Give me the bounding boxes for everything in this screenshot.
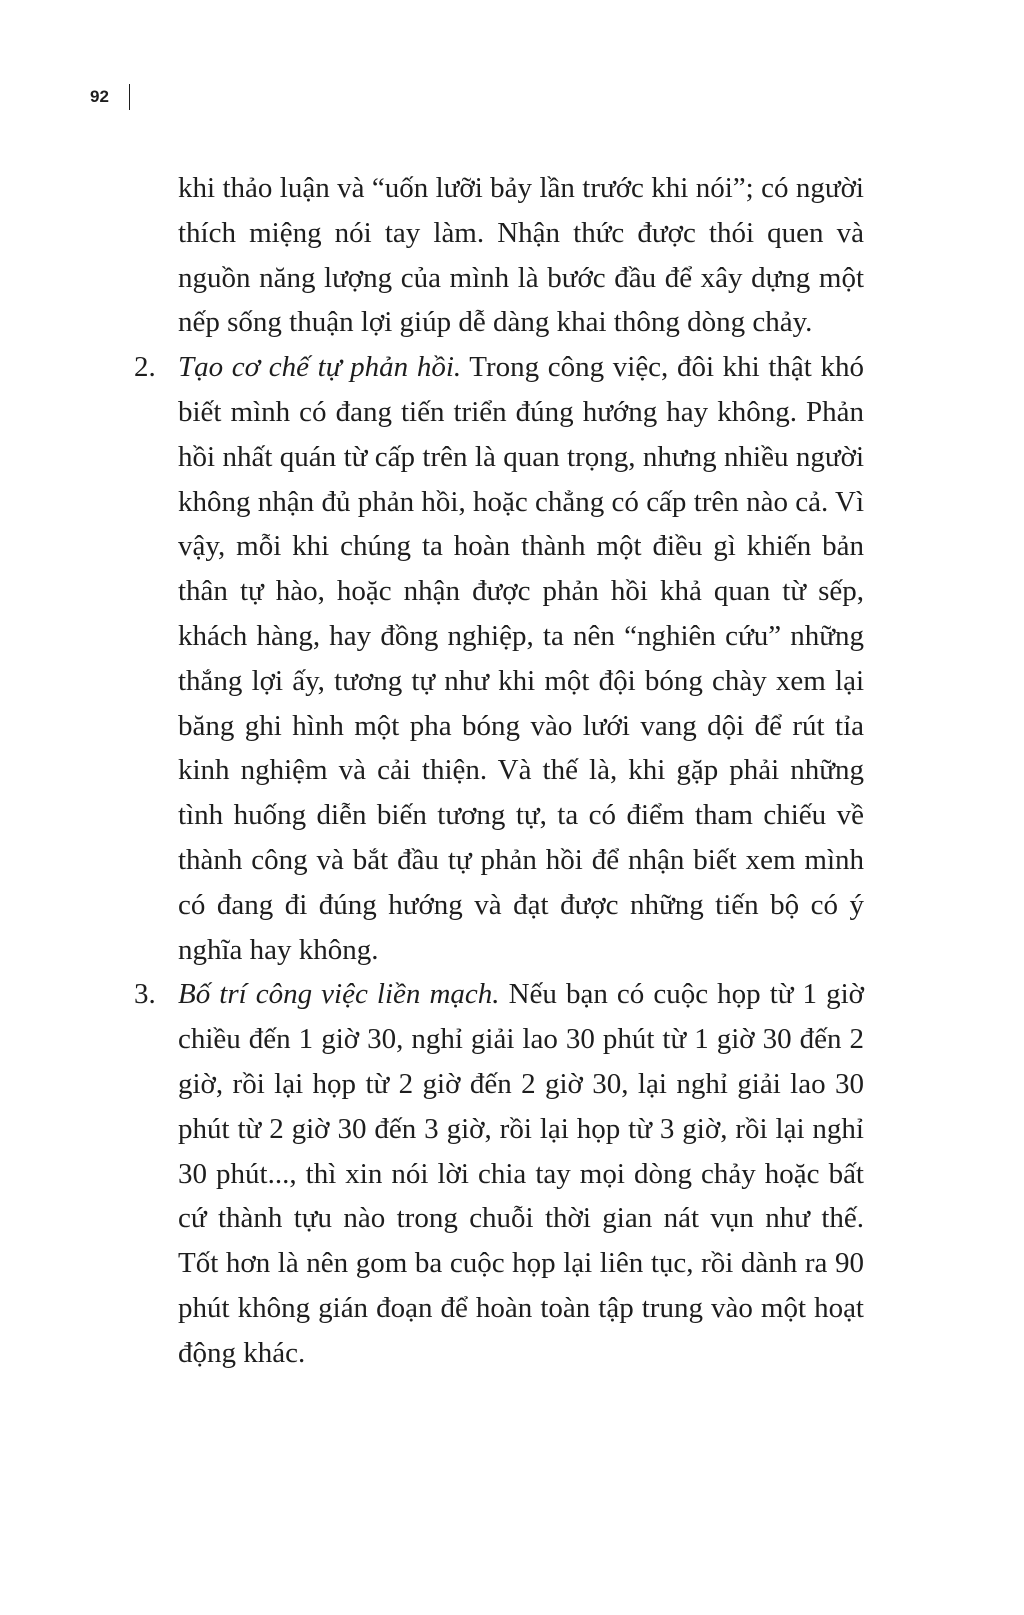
page-header xyxy=(90,84,130,110)
list-item-number: 2. xyxy=(134,351,156,384)
page-body xyxy=(134,166,864,1376)
list-item xyxy=(134,972,864,1375)
intro-paragraph: khi thảo luận và “uốn lưỡi bảy lần trước khi nói”; có người thích miệng nói tay làm. Nhận thức được thói quen và nguồn năng lượng của mình là bước đầu để xây dựng một nếp sống thuận lợi giúp dễ dàng khai thông dòng chảy. xyxy=(178,172,864,339)
header-divider xyxy=(129,84,130,110)
list-item-title: Bố trí công việc liền mạch. xyxy=(178,978,500,1011)
list-item xyxy=(134,345,864,972)
list-item-number: 3. xyxy=(134,978,156,1011)
list-item-text: Trong công việc, đôi khi thật khó biết mình có đang tiến triển đúng hướng hay không. Phản hồi nhất quán từ cấp trên là quan trọng, nhưng nhiều người không nhận đủ phản hồi, hoặc chẳng có cấp trên nào cả. Vì vậy, mỗi khi chúng ta hoàn thành một điều gì khiến bản thân tự hào, hoặc nhận được phản hồi khả quan từ sếp, khách hàng, hay đồng nghiệp, ta nên “nghiên cứu” những thắng lợi ấy, tương tự như khi một đội bóng chày xem lại băng ghi hình một pha bóng vào lưới vang dội để rút tỉa kinh nghiệm và cải thiện. Và thế là, khi gặp phải những tình huống diễn biến tương tự, ta có điểm tham chiếu về thành công và bắt đầu tự phản hồi để nhận biết xem mình có đang đi đúng hướng và đạt được những tiến bộ có ý nghĩa hay không. xyxy=(178,351,864,966)
page-number: 92 xyxy=(90,87,109,106)
list-item-text: Nếu bạn có cuộc họp từ 1 giờ chiều đến 1 giờ 30, nghỉ giải lao 30 phút từ 1 giờ 30 đến 2 giờ, rồi lại họp từ 2 giờ đến 2 giờ 30, lại nghỉ giải lao 30 phút từ 2 giờ 30 đến 3 giờ, rồi lại họp từ 3 giờ, rồi lại nghỉ 30 phút..., thì xin nói lời chia tay mọi dòng chảy hoặc bất cứ thành tựu nào trong chuỗi thời gian nát vụn như thế. Tốt hơn là nên gom ba cuộc họp lại liên tục, rồi dành ra 90 phút không gián đoạn để hoàn toàn tập trung vào một hoạt động khác. xyxy=(178,978,864,1369)
list-item-title: Tạo cơ chế tự phản hồi. xyxy=(178,351,462,384)
